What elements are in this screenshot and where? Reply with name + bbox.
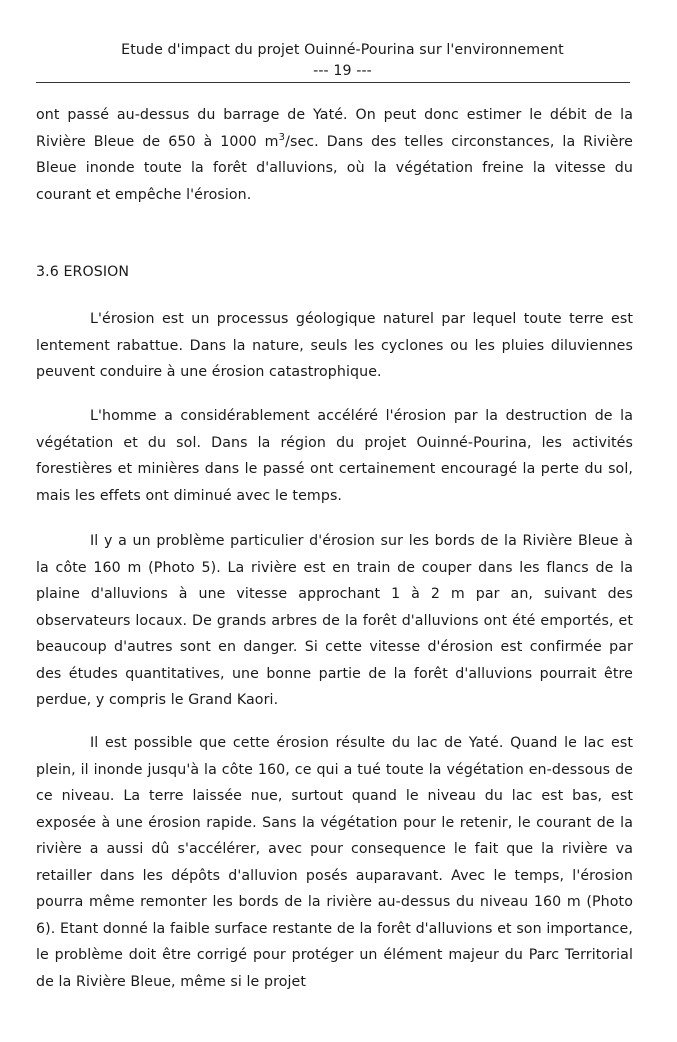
header-rule — [36, 82, 630, 83]
header-title: Etude d'impact du projet Ouinné-Pourina sur l'environnement — [121, 42, 564, 58]
page-header — [0, 40, 677, 82]
section-heading: 3.6 EROSION — [36, 264, 130, 280]
paragraph-riviere-bleue-problem: Il y a un problème particulier d'érosion sur les bords de la Rivière Bleue à la côte 160 m (Photo 5). La rivière est en train de couper dans les flancs de la plaine d'alluvions à une vitesse approchant 1 à 2 m par an, suivant des observateurs locaux. De grands arbres de la forêt d'alluvions ont été emportés, et beaucoup d'autres sont en danger. Si cette vitesse d'érosion est confirmée par des études quantitatives, une bonne partie de la forêt d'alluvions pourrait être perdue, y compris le Grand Kaori. — [36, 533, 633, 708]
paragraph-lac-yate: Il est possible que cette érosion résulte du lac de Yaté. Quand le lac est plein, il inonde jusqu'à la côte 160, ce qui a tué toute la végétation en-dessous de ce niveau. La terre laissée nue, surtout quand le niveau du lac est bas, est exposée à une érosion rapide. Sans la végétation pour le retenir, le courant de la rivière a aussi dû s'accélérer, avec pour consequence le fait que la rivière va retailler dans les dépôts d'alluvion posés auparavant. Avec le temps, l'érosion pourra même remonter les bords de la rivière au-dessus du niveau 160 m (Photo 6). Etant donné la faible surface restante de la forêt d'alluvions et son importance, le problème doit être corrigé pour protéger un élément majeur du Parc Territorial de la Rivière Bleue, même si le projet — [36, 735, 633, 990]
paragraph-erosion-definition: L'érosion est un processus géologique naturel par lequel toute terre est lentement rabattue. Dans la nature, seuls les cyclones ou les pluies diluviennes peuvent conduire à une érosion catastrophique. — [36, 311, 633, 380]
paragraph-text-part: /sec. Dans des telles circonstances, la Rivière Bleue inonde toute la forêt d'alluvions, où la végétation freine la vitesse du courant et empêche l'érosion. — [36, 133, 633, 203]
page-number: --- 19 --- — [313, 63, 372, 79]
paragraph-human-impact: L'homme a considérablement accéléré l'érosion par la destruction de la végétation et du sol. Dans la région du projet Ouinné-Pourina, les activités forestières et minières dans le passé ont certainement encouragé la perte du sol, mais les effets ont diminué avec le temps. — [36, 408, 633, 504]
paragraph-continued — [36, 102, 633, 208]
superscript-3: 3 — [278, 131, 286, 143]
paragraph-text-part: ont passé au-dessus du barrage de Yaté. On peut donc estimer le débit de la Rivière Bleue de 650 à 1000 m — [36, 107, 633, 150]
